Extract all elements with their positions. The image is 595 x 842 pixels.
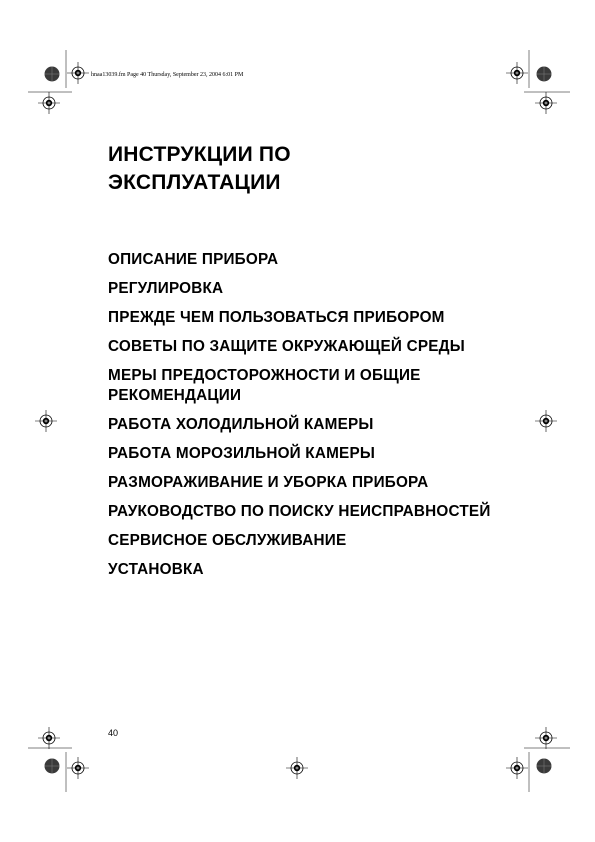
print-slug: hnaa13039.fm Page 40 Thursday, September 23, 2004 6:01 PM: [91, 72, 244, 78]
registration-target-icon: [535, 727, 557, 749]
toc-item-troubleshooting: РАУКОВОДСТВО ПО ПОИСКУ НЕИСПРАВНОСТЕЙ: [108, 503, 491, 520]
toc-item-installation: УСТАНОВКА: [108, 561, 204, 578]
registration-target-icon: [506, 62, 528, 84]
color-bar-icon: [45, 67, 60, 82]
page-number: 40: [108, 728, 119, 738]
toc-item-description: ОПИСАНИЕ ПРИБОРА: [108, 251, 279, 268]
page-title-line-2: ЭКСПЛУАТАЦИИ: [108, 171, 281, 194]
toc-item-fridge: РАБОТА ХОЛОДИЛЬНОЙ КАМЕРЫ: [108, 416, 374, 433]
toc-item-freezer: РАБОТА МОРОЗИЛЬНОЙ КАМЕРЫ: [108, 445, 376, 462]
registration-target-icon: [38, 727, 60, 749]
color-bar-icon: [537, 67, 552, 82]
color-bar-icon: [45, 759, 60, 774]
registration-target-icon: [286, 757, 308, 779]
toc-item-before-use: ПРЕЖДЕ ЧЕМ ПОЛЬЗОВАТЬСЯ ПРИБОРОМ: [108, 309, 445, 326]
registration-target-icon: [535, 92, 557, 114]
toc-item-service: СЕРВИСНОЕ ОБСЛУЖИВАНИЕ: [108, 532, 347, 549]
registration-target-icon: [67, 62, 89, 84]
toc-item-environment: СОВЕТЫ ПО ЗАЩИТЕ ОКРУЖАЮЩЕЙ СРЕДЫ: [108, 338, 465, 355]
toc-item-adjustment: РЕГУЛИРОВКА: [108, 280, 224, 297]
registration-target-icon: [35, 410, 57, 432]
registration-target-icon: [506, 757, 528, 779]
toc-item-defrosting: РАЗМОРАЖИВАНИЕ И УБОРКА ПРИБОРА: [108, 474, 429, 491]
registration-target-icon: [535, 410, 557, 432]
registration-target-icon: [38, 92, 60, 114]
page-title-line-1: ИНСТРУКЦИИ ПО: [108, 143, 291, 166]
color-bar-icon: [537, 759, 552, 774]
toc-item-precautions: МЕРЫ ПРЕДОСТОРОЖНОСТИ И ОБЩИЕ РЕКОМЕНДАЦИИ: [108, 367, 421, 404]
registration-target-icon: [67, 757, 89, 779]
